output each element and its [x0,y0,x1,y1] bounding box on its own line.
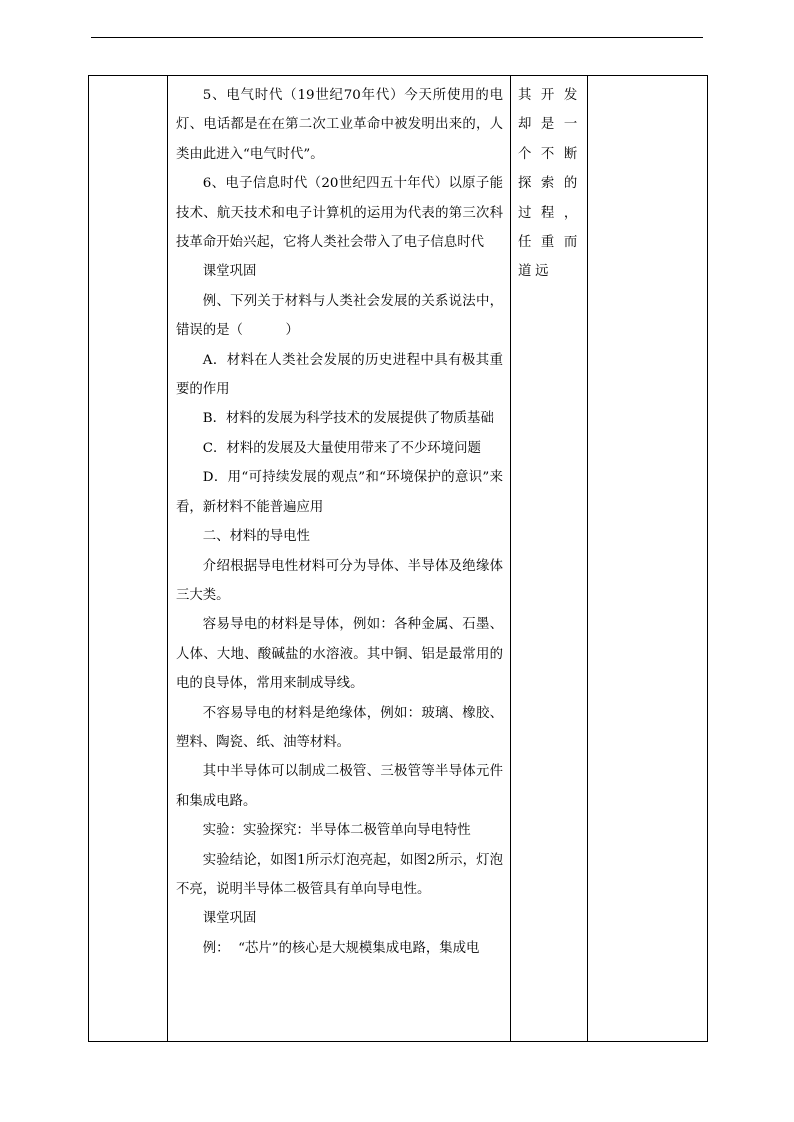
paragraph: 实验结论，如图1所示灯泡亮起，如图2所示，灯泡不亮，说明半导体二极管具有单向导电性。 [176,852,503,897]
option-a: A．材料在人类社会发展的历史进程中具有极其重要的作用 [176,352,503,398]
option-c: C．材料的发展及大量使用带来了不少环境问题 [202,440,481,456]
section-label: 课堂巩固 [202,911,257,927]
paragraph: 5、电气时代（19世纪70年代）今天所使用的电灯、电话都是在在第二次工业革命中被发明出来的，人类由此进入“电气时代”。 [176,88,503,162]
option-d: D．用“可持续发展的观点”和“环境保护的意识”来看，新材料不能普遍应用 [176,470,503,515]
paragraph: 容易导电的材料是导体，例如：各种金属、石墨、人体、大地、酸碱盐的水溶液。其中铜、铝是最常用的电的良导体，常用来制成导线。 [176,617,503,692]
paragraph: 其中半导体可以制成二极管、三极管等半导体元件和集成电路。 [176,764,503,809]
paragraph: 不容易导电的材料是绝缘体，例如：玻璃、橡胶、塑料、陶瓷、纸、油等材料。 [176,705,503,750]
content-cell [168,76,511,1042]
experiment-title: 实验：实验探究：半导体二极管单向导电特性 [202,823,471,839]
lesson-table [88,75,708,1042]
option-b: B．材料的发展为科学技术的发展提供了物质基础 [202,411,494,427]
table-row [89,76,708,1042]
empty-cell-left [89,76,168,1042]
question-stem: 例、下列关于材料与人类社会发展的关系说法中，错误的是（ ） [176,293,503,339]
header-rule [91,37,703,38]
question-stem: 例： “芯片”的核心是大规模集成电路，集成电 [202,940,480,956]
section-label: 课堂巩固 [202,264,257,280]
side-note: 其开发却是一个不断探索的过程，任重而道远 [518,88,581,280]
paragraph: 6、电子信息时代（20世纪四五十年代）以原子能技术、航天技术和电子计算机的运用为代表的第三次科技革命开始兴起，它将人类社会带入了电子信息时代 [176,176,503,251]
section-heading: 二、材料的导电性 [202,529,310,545]
paragraph: 介绍根据导电性材料可分为导体、半导体及绝缘体三大类。 [176,558,503,603]
side-note-cell [511,76,588,1042]
empty-cell-right [588,76,708,1042]
